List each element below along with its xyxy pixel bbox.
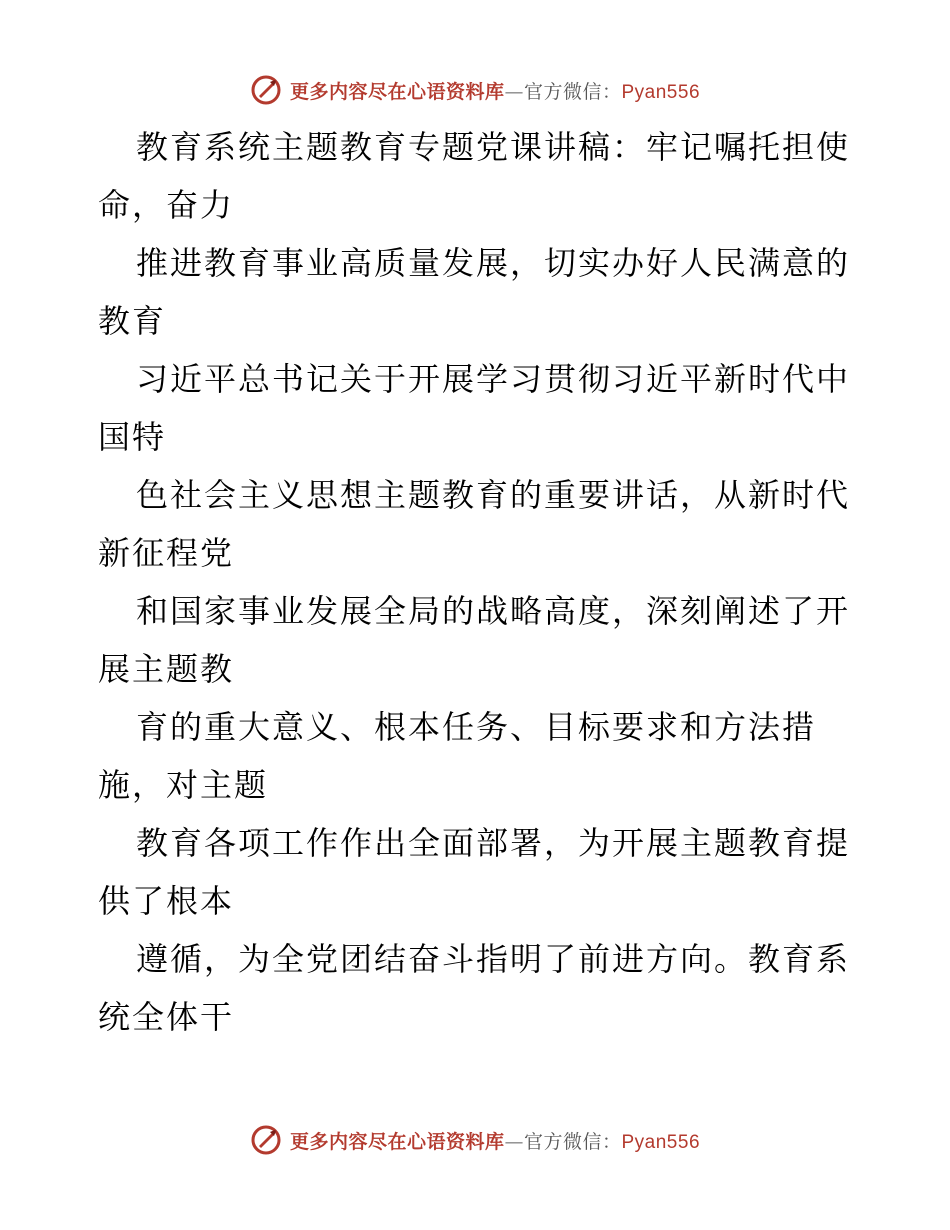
watermark-brand: 更多内容尽在心语资料库 bbox=[289, 80, 505, 103]
watermark-official-label: 官方微信： bbox=[523, 80, 622, 103]
watermark-text bbox=[290, 77, 700, 104]
paragraph-line: 展主题教 bbox=[98, 650, 235, 688]
paragraph-line: 教育 bbox=[98, 302, 167, 340]
paragraph-line: 遵循，为全党团结奋斗指明了前进方向。教育系 bbox=[136, 940, 851, 978]
brand-logo-icon bbox=[250, 74, 282, 106]
watermark-dash: — bbox=[504, 80, 524, 103]
paragraph-line: 色社会主义思想主题教育的重要讲话，从新时代 bbox=[136, 476, 851, 514]
watermark-brand: 更多内容尽在心语资料库 bbox=[289, 1130, 505, 1153]
paragraph-line: 施，对主题 bbox=[98, 766, 269, 804]
paragraph-line: 教育系统主题教育专题党课讲稿：牢记嘱托担使 bbox=[136, 128, 851, 166]
paragraph-line: 供了根本 bbox=[98, 882, 235, 920]
paragraph-line: 教育各项工作作出全面部署，为开展主题教育提 bbox=[136, 824, 851, 862]
document-body bbox=[98, 118, 858, 1046]
paragraph-line: 命，奋力 bbox=[98, 186, 235, 224]
watermark-dash: — bbox=[504, 1130, 524, 1153]
paragraph-line: 推进教育事业高质量发展，切实办好人民满意的 bbox=[136, 244, 851, 282]
paragraph-line: 新征程党 bbox=[98, 534, 235, 572]
paragraph-line: 育的重大意义、根本任务、目标要求和方法措 bbox=[136, 708, 817, 746]
paragraph-line: 习近平总书记关于开展学习贯彻习近平新时代中 bbox=[136, 360, 851, 398]
paragraph-line: 统全体干 bbox=[98, 998, 235, 1036]
brand-logo-icon bbox=[250, 1124, 282, 1156]
paragraph-line: 国特 bbox=[98, 418, 167, 456]
watermark-account: Pyan556 bbox=[621, 1131, 701, 1153]
header-watermark bbox=[0, 70, 950, 110]
footer-watermark bbox=[0, 1120, 950, 1160]
watermark-account: Pyan556 bbox=[621, 81, 701, 103]
watermark-text bbox=[290, 1127, 700, 1154]
paragraph-line: 和国家事业发展全局的战略高度，深刻阐述了开 bbox=[136, 592, 851, 630]
watermark-official-label: 官方微信： bbox=[523, 1130, 622, 1153]
